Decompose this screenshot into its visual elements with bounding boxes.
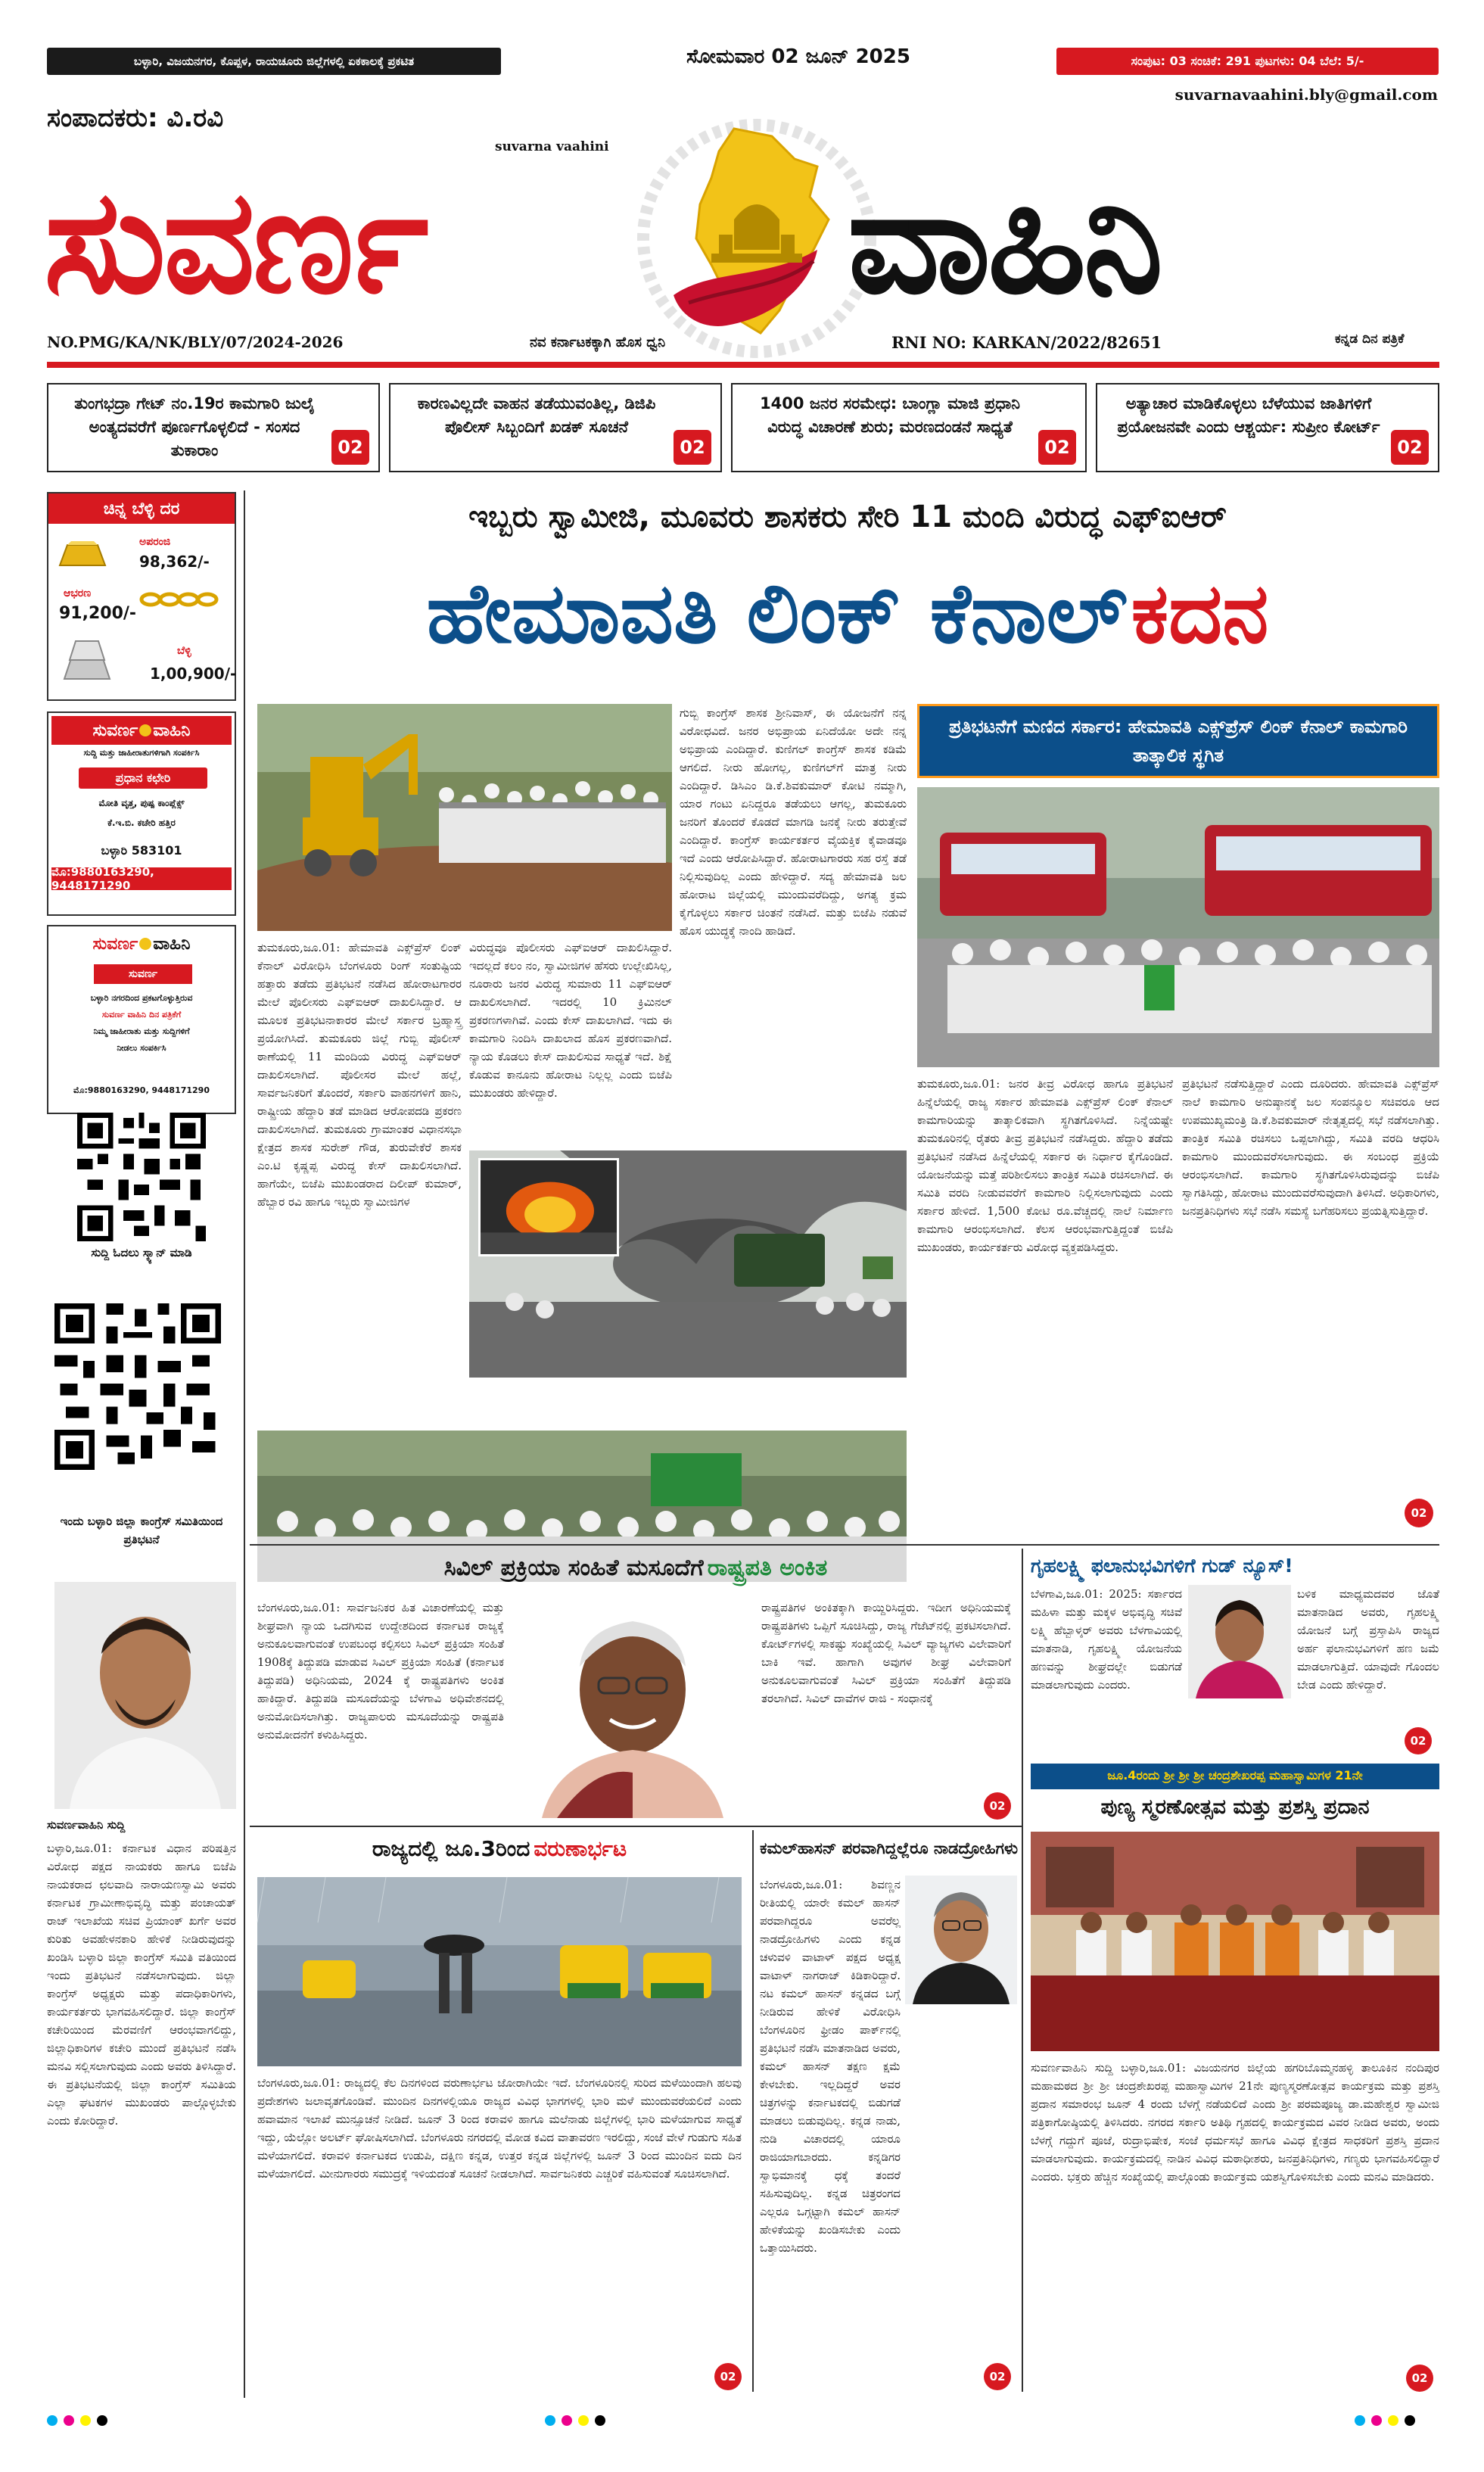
masthead-rule [47, 362, 1439, 368]
masthead-name-right: ವಾಹಿನಿ [848, 158, 1161, 325]
advert-tagline: ಸುದ್ದಿ ಮತ್ತು ಜಾಹೀರಾತುಗಳಿಗಾಗಿ ಸಂಪರ್ಕಿಸಿ [83, 748, 200, 758]
protest-headline-box [917, 704, 1439, 778]
teaser-1-text: ತುಂಗಭದ್ರಾ ಗೇಟ್ ನಂ.19ರ ಕಾಮಗಾರಿ ಜುಲೈ ಅಂತ್ಯದವರೆಗೆ ಪೂರ್ಣಗೊಳ್ಳಲಿದೆ - ಸಂಸದ ತುಕಾರಾಂ [74, 394, 315, 459]
president-headline-main: ಸಿವಿಲ್ ಪ್ರಕ್ರಿಯಾ ಸಂಹಿತೆ ಮಸೂದೆಗೆ [443, 1555, 704, 1581]
gold-label-1: ಅಪರಂಜಿ [139, 536, 171, 548]
teaser-1[interactable] [47, 383, 380, 472]
advert-invite-box [47, 925, 236, 1114]
kamal-body: ಬೆಂಗಳೂರು,ಜೂ.01: ಶಿವಣ್ಣನ ರೀತಿಯಲ್ಲಿ ಯಾರೇ ಕಮಲ್ ಹಾಸನ್ ಪರವಾಗಿದ್ದರೂ ಅವರೆಲ್ಲ ನಾಡದ್ರೋಹಿಗಳು ಎಂದು ಕನ್ನಡ ಚಳುವಳಿ ವಾಟಾಳ್ ಪಕ್ಷದ ಅಧ್ಯಕ್ಷ ವಾಟಾಳ್ ನಾಗರಾಜ್ ಕಿಡಿಕಾರಿದ್ದಾರೆ. ನಟ ಕಮಲ್ ಹಾಸನ್ ಕನ್ನಡದ ಬಗ್ಗೆ ನೀಡಿರುವ ಹೇಳಿಕೆ ವಿರೋಧಿಸಿ ಬೆಂಗಳೂರಿನ ಫ್ರೀಡಂ ಪಾರ್ಕ್‌ನಲ್ಲಿ ಪ್ರತಿಭಟನೆ ನಡೆಸಿ ಮಾತನಾಡಿದ ಅವರು, ಕಮಲ್ ಹಾಸನ್ ತಕ್ಷಣ ಕ್ಷಮೆ ಕೇಳಬೇಕು. ಇಲ್ಲದಿದ್ದರೆ ಅವರ ಚಿತ್ರಗಳನ್ನು ಕರ್ನಾಟಕದಲ್ಲಿ ಬಿಡುಗಡೆ ಮಾಡಲು ಬಿಡುವುದಿಲ್ಲ. ಕನ್ನಡ ನಾಡು, ನುಡಿ ವಿಚಾರದಲ್ಲಿ ಯಾರೂ ರಾಜಿಯಾಗಬಾರದು. ಕನ್ನಡಿಗರ ಸ್ವಾಭಿಮಾನಕ್ಕೆ ಧಕ್ಕೆ ತಂದರೆ ಸಹಿಸುವುದಿಲ್ಲ. ಕನ್ನಡ ಚಿತ್ರರಂಗದ ಎಲ್ಲರೂ ಒಗ್ಗಟ್ಟಾಗಿ ಕಮಲ್ ಹಾಸನ್ ಹೇಳಿಕೆಯನ್ನು ಖಂಡಿಸಬೇಕು ಎಂದು ಒತ್ತಾಯಿಸಿದರು. [760, 1878, 901, 2255]
teaser-2[interactable] [389, 383, 722, 472]
rain-headline [257, 1836, 742, 1871]
section-rule-2 [250, 1826, 1022, 1827]
advert-city: ಬಳ್ಳಾರಿ 583101 [101, 843, 182, 858]
president-continued-badge: 02 [984, 1792, 1011, 1820]
teaser-4-text: ಅತ್ಯಾಚಾರ ಮಾಡಿಕೊಳ್ಳಲು ಬೆಳೆಯುವ ಜಾತಿಗಳಿಗೆ ಪ್ರಯೋಜನವೇ ಎಂದು ಆಶ್ಚರ್ಯ: ಸುಪ್ರೀಂ ಕೋರ್ಟ್ [1117, 394, 1380, 436]
print-registration-marks-left [47, 2414, 114, 2429]
gold-price-1: 98,362/- [139, 553, 210, 571]
qr-code-video[interactable] [54, 1303, 229, 1477]
kamal-photo [905, 1876, 1017, 2004]
advert-brand-left: ಸುವರ್ಣ [92, 721, 138, 740]
gold-rate-title: ಚಿನ್ನ ಬೆಳ್ಳಿ ದರ [48, 493, 235, 524]
teaser-4-page: 02 [1391, 430, 1429, 465]
advert-invite-emblem [139, 938, 151, 950]
silver-label: ಬೆಳ್ಳಿ [177, 645, 191, 657]
issue-info-text: ಸಂಪುಟ: 03 ಸಂಚಿಕೆ: 291 ಪುಟಗಳು: 04 ಬೆಲೆ: 5/- [1131, 54, 1364, 68]
rain-headline-accent: ವರುಣಾರ್ಭಟ [534, 1836, 627, 1861]
print-registration-marks-right [1355, 2414, 1421, 2429]
advert-phone: ಮೊ:9880163290, 9448171290 [51, 867, 232, 890]
gruha-body-col-1: ಬೆಳಗಾವಿ,ಜೂ.01: 2025: ಸರ್ಕಾರದ ಮಹಿಳಾ ಮತ್ತು ಮಕ್ಕಳ ಅಭಿವೃದ್ಧಿ ಸಚಿವೆ ಲಕ್ಷ್ಮಿ ಹೆಬ್ಬಾಳ್ಕರ್ ಅವರು ಬೆಳಗಾವಿಯಲ್ಲಿ ಮಾತನಾಡಿ, ಗೃಹಲಕ್ಷ್ಮಿ ಯೋಜನೆಯ ಹಣವನ್ನು ಶೀಘ್ರದಲ್ಲೇ ಬಿಡುಗಡೆ ಮಾಡಲಾಗುವುದು ಎಂದರು. [1031, 1587, 1182, 1692]
president-body-col-1: ಬೆಂಗಳೂರು,ಜೂ.01: ಸಾರ್ವಜನಿಕರ ಹಿತ ವಿಚಾರಣೆಯಲ್ಲಿ ಮತ್ತು ಶೀಘ್ರವಾಗಿ ನ್ಯಾಯ ಒದಗಿಸುವ ಉದ್ದೇಶದಿಂದ ಕರ್ನಾಟಕ ರಾಜ್ಯಕ್ಕೆ ಅನುಕೂಲವಾಗುವಂತೆ ಉಪಬಂಧ ಕಲ್ಪಿಸಲು ಸಿವಿಲ್ ಪ್ರಕ್ರಿಯಾ ಸಂಹಿತೆ 1908ಕ್ಕೆ ತಿದ್ದುಪಡಿ ಮಾಡುವ ಸಿವಿಲ್ ಪ್ರಕ್ರಿಯಾ ಸಂಹಿತೆ (ಕರ್ನಾಟಕ ತಿದ್ದುಪಡಿ) ಅಧಿನಿಯಮ, 2024 ಕ್ಕೆ ರಾಷ್ಟ್ರಪತಿಗಳು ಅಂಕಿತ ಹಾಕಿದ್ದಾರೆ. ತಿದ್ದುಪಡಿ ಮಸೂದೆಯನ್ನು ಬೆಳಗಾವಿ ಅಧಿವೇಶನದಲ್ಲಿ ಅನುಮೋದಿಸಲಾಗಿತ್ತು. ರಾಜ್ಯಪಾಲರು ಮಸೂದೆಯನ್ನು ರಾಷ್ಟ್ರಪತಿ ಅನುಮೋದನೆಗೆ ಕಳುಹಿಸಿದ್ದರು. [257, 1601, 504, 1742]
protest-body-col-2: ಪ್ರತಿಭಟನೆ ನಡೆಸುತ್ತಿದ್ದಾರೆ ಎಂದು ದೂರಿದರು. ಹೇಮಾವತಿ ಎಕ್ಸ್‌ಪ್ರೆಸ್ ನಾಲೆ ಕಾಮಗಾರಿ ಅನುಷ್ಠಾನಕ್ಕೆ ಜಲ ಸಂಪನ್ಮೂಲ ಸಚಿವರೂ ಆದ ಉಪಮುಖ್ಯಮಂತ್ರಿ ಡಿ.ಕೆ.ಶಿವಕುಮಾರ್ ನೇತೃತ್ವದಲ್ಲಿ ಸಭೆ ನಡೆಸಲಾಗಿತ್ತು. ತಾಂತ್ರಿಕ ಸಮಿತಿ ರಚಿಸಲು ಒಪ್ಪಲಾಗಿದ್ದು, ಸಮಿತಿ ವರದಿ ಆಧರಿಸಿ ಕಾಮಗಾರಿ ಮುಂದುವರೆಸಲಾಗುವುದು. ಈ ಸಂಬಂಧ ಪ್ರಕ್ರಿಯೆ ಆರಂಭಿಸಲಾಗಿದೆ. ಕಾಮಗಾರಿ ಸ್ಥಗಿತಗೊಳಿಸಿರುವುದನ್ನು ಬಿಜೆಪಿ ಸ್ವಾಗತಿಸಿದ್ದು, ಹೋರಾಟ ಮುಂದುವರೆಸುವುದಾಗಿ ತಿಳಿಸಿದೆ. ಅಧಿಕಾರಿಗಳು, ಜನಪ್ರತಿನಿಧಿಗಳು ಸಭೆ ನಡೆಸಿ ಸಮಸ್ಯೆ ಬಗೆಹರಿಸಲು ಪ್ರಯತ್ನಿಸುತ್ತಿದ್ದಾರೆ. [1182, 1077, 1439, 1218]
advert-invite-phone: ಮೊ:9880163290, 9448171290 [73, 1085, 210, 1095]
anniversary-headline: ಪುಣ್ಯ ಸ್ಮರಣೋತ್ಸವ ಮತ್ತು ಪ್ರಶಸ್ತಿ ಪ್ರದಾನ [1100, 1795, 1370, 1819]
qr-video-caption: ಇಂದು ಬಳ್ಳಾರಿ ಜಿಲ್ಲಾ ಕಾಂಗ್ರೆಸ್ ಸಮಿತಿಯಿಂದ ಪ್ರತಿಭಟನೆ [60, 1515, 223, 1546]
advert-invite-brand [51, 929, 232, 958]
anniversary-kicker: ಜೂ.4ರಂದು ಶ್ರೀ ಶ್ರೀ ಶ್ರೀ ಚಂದ್ರಶೇಖರಪ್ಪ ಮಹಾಸ್ವಾಮಿಗಳ 21ನೇ [1107, 1768, 1363, 1782]
publication-band-text: ಬಳ್ಳಾರಿ, ವಿಜಯನಗರ, ಕೊಪ್ಪಳ, ರಾಯಚೂರು ಜಿಲ್ಲೆಗಳಲ್ಲಿ ಏಕಕಾಲಕ್ಕೆ ಪ್ರಕಟಿತ [133, 54, 415, 68]
congress-story-byline: ಸುವರ್ಣವಾಹಿನಿ ಸುದ್ದಿ [47, 1818, 126, 1832]
advert-contact-box [47, 711, 236, 916]
masthead-name-left: ಸುವರ್ಣ [44, 158, 426, 325]
minister-photo [1188, 1585, 1291, 1698]
gold-label-2: ಆಭರಣ [64, 587, 92, 599]
qr-news-caption: ಸುದ್ದಿ ಓದಲು ಸ್ಕ್ಯಾನ್ ಮಾಡಿ [91, 1246, 192, 1259]
advert-invite-label: ಸುವರ್ಣ [94, 964, 192, 984]
teaser-3-text: 1400 ಜನರ ಸರಮೇಧ: ಬಾಂಗ್ಲಾ ಮಾಜಿ ಪ್ರಧಾನಿ ವಿರುದ್ಧ ವಿಚಾರಣೆ ಶುರು; ಮರಣದಂಡನೆ ಸಾಧ್ಯತೆ [760, 394, 1020, 436]
lead-photo-inset-fire [478, 1158, 619, 1256]
congress-leader-photo [54, 1582, 236, 1809]
advert-invite-line-3: ನಿಮ್ಮ ಜಾಹೀರಾತು ಮತ್ತು ಸುದ್ದಿಗಳಿಗೆ [93, 1026, 190, 1036]
kamal-body-continued [760, 2010, 1017, 2389]
rain-continued-badge: 02 [714, 2363, 742, 2390]
column-divider-kamal [752, 1830, 754, 2392]
contact-email[interactable]: suvarnavaahini.bly@gmail.com [1174, 86, 1438, 104]
advert-brand [51, 716, 232, 745]
gold-price-2: 91,200/- [59, 604, 137, 623]
anniversary-body: ಸುವರ್ಣವಾಹಿನಿ ಸುದ್ದಿ ಬಳ್ಳಾರಿ,ಜೂ.01: ವಿಜಯನಗರ ಜಿಲ್ಲೆಯ ಹಗರಿಬೊಮ್ಮನಹಳ್ಳಿ ತಾಲೂಕಿನ ನಂದಿಪುರ ಮಹಾಮಠದ ಶ್ರೀ ಶ್ರೀ ಚಂದ್ರಶೇಖರಪ್ಪ ಮಹಾಸ್ವಾಮಿಗಳ 21ನೇ ಪುಣ್ಯಸ್ಮರಣೋತ್ಸವ ಕಾರ್ಯಕ್ರಮ ಮತ್ತು ಪ್ರಶಸ್ತಿ ಪ್ರದಾನ ಸಮಾರಂಭ ಜೂನ್ 4 ರಂದು ಬೆಳಗ್ಗೆ ನಡೆಯಲಿದೆ ಎಂದು ಶ್ರೀ ಪರಮಪೂಜ್ಯ ಡಾ.ಮಹೇಶ್ವರ ಸ್ವಾಮೀಜಿ ಪತ್ರಿಕಾಗೋಷ್ಠಿಯಲ್ಲಿ ತಿಳಿಸಿದರು. ನಗರದ ಸರ್ಕಾರಿ ಅತಿಥಿ ಗೃಹದಲ್ಲಿ ಕಾರ್ಯಕ್ರಮದ ವಿವರ ನೀಡಿದ ಅವರು, ಅಂದು ಬೆಳಗ್ಗೆ ಗದ್ದುಗೆ ಪೂಜೆ, ರುದ್ರಾಭಿಷೇಕ, ಸಂಜೆ ಧರ್ಮಸಭೆ ಹಾಗೂ ವಿವಿಧ ಕ್ಷೇತ್ರದ ಸಾಧಕರಿಗೆ ಪ್ರಶಸ್ತಿ ಪ್ರದಾನ ಮಾಡಲಾಗುವುದು. ಕಾರ್ಯಕ್ರಮದಲ್ಲಿ ನಾಡಿನ ವಿವಿಧ ಮಠಾಧೀಶರು, ಜನಪ್ರತಿನಿಧಿಗಳು, ಗಣ್ಯರು ಭಾಗವಹಿಸಲಿದ್ದಾರೆ ಎಂದರು. ಭಕ್ತರು ಹೆಚ್ಚಿನ ಸಂಖ್ಯೆಯಲ್ಲಿ ಪಾಲ್ಗೊಂಡು ಕಾರ್ಯಕ್ರಮ ಯಶಸ್ವಿಗೊಳಿಸಬೇಕು ಎಂದು ಮನವಿ ಮಾಡಿದರು. [1031, 2061, 1439, 2184]
registration-number: NO.PMG/KA/NK/BLY/07/2024-2026 [47, 333, 344, 351]
president-body-col-2: ರಾಷ್ಟ್ರಪತಿಗಳ ಅಂಕಿತಕ್ಕಾಗಿ ಕಾಯ್ದಿರಿಸಿದ್ದರು. ಇದೀಗ ಅಧಿನಿಯಮಕ್ಕೆ ರಾಷ್ಟ್ರಪತಿಗಳು ಒಪ್ಪಿಗೆ ಸೂಚಿಸಿದ್ದು, ರಾಜ್ಯ ಗೆಜೆಟ್‌ನಲ್ಲಿ ಪ್ರಕಟಿಸಲಾಗಿದೆ. ಕೋರ್ಟ್‌ಗಳಲ್ಲಿ ಸಾಕಷ್ಟು ಸಂಖ್ಯೆಯಲ್ಲಿ ಸಿವಿಲ್ ವ್ಯಾಜ್ಯಗಳು ವಿಲೇವಾರಿಗೆ ಬಾಕಿ ಇವೆ. ಹಾಗಾಗಿ ಅವುಗಳ ಶೀಘ್ರ ವಿಲೇವಾರಿಗೆ ಅನುಕೂಲವಾಗುವಂತೆ ಸಿವಿಲ್ ಪ್ರಕ್ರಿಯಾ ಸಂಹಿತೆಗೆ ತಿದ್ದುಪಡಿ ತರಲಾಗಿದೆ. ಸಿವಿಲ್ ದಾವೆಗಳ ರಾಜಿ - ಸಂಧಾನಕ್ಕೆ [761, 1601, 1011, 1705]
daily-label: ಕನ್ನಡ ದಿನ ಪತ್ರಿಕೆ [1335, 332, 1405, 347]
gold-chain-icon [139, 584, 230, 615]
anniversary-continued-badge: 02 [1406, 2365, 1433, 2392]
issue-date: ಸೋಮವಾರ 02 ಜೂನ್ 2025 [686, 45, 910, 68]
column-divider-mid [1022, 1549, 1023, 2392]
advert-office-label: ಪ್ರಧಾನ ಕಛೇರಿ [79, 767, 207, 789]
teaser-2-page: 02 [674, 430, 711, 465]
teaser-3[interactable] [731, 383, 1087, 472]
lead-body-col-1: ತುಮಕೂರು,ಜೂ.01: ಹೇಮಾವತಿ ಎಕ್ಸ್‌ಪ್ರೆಸ್ ಲಿಂಕ್ ಕೆನಾಲ್ ವಿರೋಧಿಸಿ ಬೆಂಗಳೂರು ರಿಂಗ್ ಸಂತುಷ್ಟಿಯ ಹತ್ತಾರು ತಡೆದು ಪ್ರತಿಭಟನೆ ನಡೆಸಿದ ಹೋರಾಟಗಾರರ ಮೇಲೆ ಪೊಲೀಸರು ಎಫ್‌ಐಆರ್ ದಾಖಲಿಸಿದ್ದಾರೆ. ಆ ಮೂಲಕ ಪ್ರತಿಭಟನಾಕಾರರ ಮೇಲೆ ಸರ್ಕಾರ ಬ್ರಹ್ಮಾಸ್ತ್ರ ಪ್ರಯೋಗಿಸಿದೆ. ತುಮಕೂರು ಜಿಲ್ಲೆ ಗುಬ್ಬಿ ಪೊಲೀಸ್ ಠಾಣೆಯಲ್ಲಿ 11 ಮಂದಿಯ ವಿರುದ್ಧ ಎಫ್‌ಐಆರ್ ದಾಖಲಿಸಲಾಗಿದೆ. ಪೊಲೀಸರ ಮೇಲೆ ಹಲ್ಲೆ, ಸಾರ್ವಜನಿಕರಿಗೆ ತೊಂದರೆ, ಸರ್ಕಾರಿ ವಾಹನಗಳಿಗೆ ಹಾನಿ, ರಾಷ್ಟ್ರೀಯ ಹೆದ್ದಾರಿ ತಡೆ ಮಾಡಿದ ಆರೋಪದಡಿ ಪ್ರಕರಣ ದಾಖಲಿಸಲಾಗಿದೆ. ತುಮಕೂರು ಗ್ರಾಮಾಂತರ ವಿಧಾನಸಭಾ ಕ್ಷೇತ್ರದ ಶಾಸಕ ಸುರೇಶ್ ಗೌಡ, ತುರುವೇಕೆರೆ ಶಾಸಕ ಎಂ.ಟಿ ಕೃಷ್ಣಪ್ಪ ವಿರುದ್ಧ ಕೇಸ್ ದಾಖಲಿಸಲಾಗಿದೆ. ಹಾಗೆಯೇ, ಬಿಜೆಪಿ ಮುಖಂಡರಾದ ದಿಲೀಪ್ ಕುಮಾರ್, ಹೆಬ್ಬಾರ ರವಿ ಹಾಗೂ ಇಬ್ಬರು ಸ್ವಾಮೀಜಿಗಳ [257, 941, 462, 1209]
rni-number: RNI NO: KARKAN/2022/82651 [891, 333, 1162, 352]
teaser-4[interactable] [1096, 383, 1439, 472]
anniversary-kicker-bar [1031, 1764, 1439, 1789]
qr-code-news[interactable] [54, 1113, 229, 1241]
lead-headline-accent: ಕದನ [1131, 565, 1269, 662]
rain-body: ಬೆಂಗಳೂರು,ಜೂ.01: ರಾಜ್ಯದಲ್ಲಿ ಕೆಲ ದಿನಗಳಿಂದ ವರುಣಾರ್ಭಟ ಜೋರಾಗಿಯೇ ಇದೆ. ಬೆಂಗಳೂರಿನಲ್ಲಿ ಸುರಿದ ಮಳೆಯಿಂದಾಗಿ ಹಲವು ಪ್ರದೇಶಗಳು ಜಲಾವೃತಗೊಂಡಿವೆ. ಮುಂದಿನ ದಿನಗಳಲ್ಲಿಯೂ ರಾಜ್ಯದ ವಿವಿಧ ಭಾಗಗಳಲ್ಲಿ ಭಾರಿ ಮಳೆ ಮುಂದುವರೆಯಲಿದೆ ಎಂದು ಹವಾಮಾನ ಇಲಾಖೆ ಮುನ್ಸೂಚನೆ ನೀಡಿದೆ. ಜೂನ್ 3 ರಿಂದ ಕರಾವಳಿ ಹಾಗೂ ಮಲೆನಾಡು ಜಿಲ್ಲೆಗಳಲ್ಲಿ ಭಾರಿ ಮಳೆಯಾಗುವ ಸಾಧ್ಯತೆ ಇದ್ದು, ಯೆಲ್ಲೋ ಅಲರ್ಟ್ ಘೋಷಿಸಲಾಗಿದೆ. ಬೆಂಗಳೂರು ನಗರದಲ್ಲಿ ಮೋಡ ಕವಿದ ವಾತಾವರಣ ಇರಲಿದ್ದು, ಸಂಜೆ ವೇಳೆ ಗುಡುಗು ಸಹಿತ ಮಳೆಯಾಗಲಿದೆ. ಕರಾವಳಿ ಕರ್ನಾಟಕದ ಉಡುಪಿ, ದಕ್ಷಿಣ ಕನ್ನಡ, ಉತ್ತರ ಕನ್ನಡ ಜಿಲ್ಲೆಗಳಲ್ಲಿ ಜೂನ್ 3 ರಿಂದ ಮುಂದಿನ ಐದು ದಿನ ಮಳೆಯಾಗಲಿದೆ. ಮೀನುಗಾರರು ಸಮುದ್ರಕ್ಕೆ ಇಳಿಯದಂತೆ ಸೂಚನೆ ನೀಡಲಾಗಿದೆ. ಸಾರ್ವಜನಿಕರು ಎಚ್ಚರಿಕೆ ವಹಿಸುವಂತೆ ಸೂಚಿಸಲಾಗಿದೆ. [257, 2076, 742, 2181]
teaser-1-page: 02 [331, 430, 369, 465]
print-registration-marks-mid [545, 2414, 611, 2429]
advert-invite-brand-left: ಸುವರ್ಣ [92, 934, 138, 954]
lead-photo-excavator [257, 704, 672, 931]
kamal-headline: ಕಮಲ್‌ಹಾಸನ್ ಪರವಾಗಿದ್ದಲ್ಲೆರೂ ನಾಡದ್ರೋಹಿಗಳು [760, 1839, 1019, 1857]
rain-photo [257, 1877, 742, 2066]
advert-address-2: ಕೆ.ಇ.ಬಿ. ಕಚೇರಿ ಹತ್ತಿರ [107, 817, 176, 828]
section-rule-1 [250, 1544, 1439, 1546]
lead-kicker: ಇಬ್ಬರು ಸ್ವಾಮೀಜಿ, ಮೂವರು ಶಾಸಕರು ಸೇರಿ 11 ಮಂದಿ ವಿರುದ್ಧ ಎಫ್‌ಐಆರ್ [468, 500, 1227, 534]
silver-bar-icon [61, 637, 114, 683]
gold-rate-box [47, 492, 236, 701]
publication-band [47, 48, 501, 75]
protest-continued-badge: 02 [1405, 1499, 1433, 1527]
gold-bar-icon [56, 539, 109, 569]
anniversary-photo [1031, 1832, 1439, 2051]
advert-invite-line-1: ಬಳ್ಳಾರಿ ನಗರದಿಂದ ಪ್ರಕಟಗೊಳ್ಳುತ್ತಿರುವ [90, 993, 193, 1003]
masthead-tagline: ನವ ಕರ್ನಾಟಕಕ್ಕಾಗಿ ಹೊಸ ಧ್ವನಿ [530, 335, 666, 350]
protest-photo-buses [917, 787, 1439, 1067]
advert-invite-line-2: ಸುವರ್ಣ ವಾಹಿನಿ ದಿನ ಪತ್ರಿಕೆಗೆ [101, 1010, 182, 1020]
advert-invite-line-4: ನೀಡಲು ಸಂಪರ್ಕಿಸಿ [117, 1043, 166, 1053]
left-column-divider [244, 490, 245, 2398]
gruha-continued-badge: 02 [1405, 1727, 1432, 1754]
congress-story-body: ಬಳ್ಳಾರಿ,ಜೂ.01: ಕರ್ನಾಟಕ ವಿಧಾನ ಪರಿಷತ್ತಿನ ವಿರೋಧ ಪಕ್ಷದ ನಾಯಕರು ಹಾಗೂ ಬಿಜೆಪಿ ನಾಯಕರಾದ ಛಲವಾದಿ ನಾರಾಯಣಸ್ವಾಮಿ ಅವರು ಕರ್ನಾಟಕ ಗ್ರಾಮೀಣಾಭಿವೃದ್ಧಿ ಮತ್ತು ಪಂಚಾಯತ್ ರಾಜ್ ಇಲಾಖೆಯ ಸಚಿವ ಪ್ರಿಯಾಂಕ್ ಖರ್ಗೆ ಅವರ ಕುರಿತು ಅವಹೇಳನಕಾರಿ ಹೇಳಿಕೆ ನೀಡಿರುವುದನ್ನು ಖಂಡಿಸಿ ಬಳ್ಳಾರಿ ಜಿಲ್ಲಾ ಕಾಂಗ್ರೆಸ್ ಸಮಿತಿ ವತಿಯಿಂದ ಇಂದು ಪ್ರತಿಭಟನೆ ನಡೆಸಲಾಗುವುದು. ಜಿಲ್ಲಾ ಕಾಂಗ್ರೆಸ್ ಅಧ್ಯಕ್ಷರು ಮತ್ತು ಪದಾಧಿಕಾರಿಗಳು, ಕಾರ್ಯಕರ್ತರು ಭಾಗವಹಿಸಲಿದ್ದಾರೆ. ಜಿಲ್ಲಾ ಕಾಂಗ್ರೆಸ್ ಕಚೇರಿಯಿಂದ ಮೆರವಣಿಗೆ ಆರಂಭವಾಗಲಿದ್ದು, ಜಿಲ್ಲಾಧಿಕಾರಿಗಳ ಕಚೇರಿ ಮುಂದೆ ಪ್ರತಿಭಟನೆ ನಡೆಸಿ ಮನವಿ ಸಲ್ಲಿಸಲಾಗುವುದು ಎಂದು ಅವರು ತಿಳಿಸಿದ್ದಾರೆ. ಈ ಪ್ರತಿಭಟನೆಯಲ್ಲಿ ಜಿಲ್ಲಾ ಕಾಂಗ್ರೆಸ್ ಸಮಿತಿಯ ಎಲ್ಲಾ ಘಟಕಗಳ ಮುಖಂಡರು ಪಾಲ್ಗೊಳ್ಳಬೇಕು ಎಂದು ಕೋರಿದ್ದಾರೆ. [47, 1842, 236, 2128]
advert-invite-brand-right: ವಾಹಿನಿ [153, 934, 191, 954]
teaser-2-text: ಕಾರಣವಿಲ್ಲದೇ ವಾಹನ ತಡೆಯುವಂತಿಲ್ಲ, ಡಿಜಿಪಿ ಪೊಲೀಸ್ ಸಿಬ್ಬಂದಿಗೆ ಖಡಕ್ ಸೂಚನೆ [417, 394, 656, 436]
advert-address-1: ಮೋತಿ ವೃತ್ತ, ಪುಷ್ಪ ಕಾಂಪ್ಲೆಕ್ಸ್ [98, 798, 185, 808]
teaser-3-page: 02 [1038, 430, 1076, 465]
silver-price: 1,00,900/- [150, 665, 237, 683]
protest-headline: ಪ್ರತಿಭಟನೆಗೆ ಮಣಿದ ಸರ್ಕಾರ: ಹೇಮಾವತಿ ಎಕ್ಸ್‌ಪ್ರೆಸ್ ಲಿಂಕ್ ಕೆನಾಲ್ ಕಾಮಗಾರಿ ತಾತ್ಕಾಲಿಕ ಸ್ಥಗಿತ [949, 716, 1408, 766]
lead-headline-main: ಹೇಮಾವತಿ ಲಿಂಕ್ ಕೆನಾಲ್ [426, 565, 1128, 662]
advert-brand-emblem [139, 724, 151, 736]
brand-small: suvarna vaahini [495, 139, 609, 154]
president-headline-accent: ರಾಷ್ಟ್ರಪತಿ ಅಂಕಿತ [707, 1555, 828, 1581]
kamal-continued-badge: 02 [984, 2363, 1011, 2390]
gruha-body-col-2: ಬಳಿಕ ಮಾಧ್ಯಮದವರ ಜೊತೆ ಮಾತನಾಡಿದ ಅವರು, ಗೃಹಲಕ್ಷ್ಮಿ ಯೋಜನೆ ಬಗ್ಗೆ ಪ್ರಸ್ತಾಪಿಸಿ ರಾಜ್ಯದ ಅರ್ಹ ಫಲಾನುಭವಿಗಳಿಗೆ ಹಣ ಜಮೆ ಮಾಡಲಾಗುತ್ತಿದೆ. ಯಾವುದೇ ಗೊಂದಲ ಬೇಡ ಎಂದು ಹೇಳಿದ್ದಾರೆ. [1297, 1587, 1439, 1692]
lead-headline [250, 560, 1445, 666]
lead-body-col-2: ವಿರುದ್ಧವೂ ಪೊಲೀಸರು ಎಫ್‌ಐಆರ್ ದಾಖಲಿಸಿದ್ದಾರೆ. ಇದಲ್ಲದೆ ಕಲಂ ನಂ, ಸ್ವಾಮೀಜಿಗಳ ಹೆಸರು ಉಲ್ಲೇಖಿಸಿಲ್ಲ, ನೂರಾರು ಜನರ ವಿರುದ್ಧ ಸುಮಾರು 11 ಎಫ್‌ಐಆರ್ ದಾಖಲಿಸಲಾಗಿದೆ. ಇದರಲ್ಲಿ 10 ಕ್ರಿಮಿನಲ್ ಪ್ರಕರಣಗಳಾಗಿವೆ. ಎಂದು ಕೇಸ್ ದಾಖಲಾಗಿದೆ. ಇದು ಈ ಕಾಮಗಾರಿ ನಿಂದಿಸಿ ದಾಖಲಾದ ಹೊಸ ಪ್ರಕರಣವಾಗಿದೆ. ನ್ಯಾಯ ಕೊಡಲು ಕೇಸ್ ದಾಖಲಿಸುವ ಸಾಧ್ಯತೆ ಇದೆ. ಶಿಕ್ಷೆ ಕೊಡುವ ಕಾನೂನು ಹೋರಾಟ ನಿಲ್ಲಲ್ಲ ಎಂದು ಬಿಜೆಪಿ ಮುಖಂಡರು ಹೇಳಿದ್ದಾರೆ. [469, 941, 672, 1100]
editor-name: ಸಂಪಾದಕರು: ವಿ.ರವಿ [47, 103, 224, 133]
protest-body-col-1: ತುಮಕೂರು,ಜೂ.01: ಜನರ ತೀವ್ರ ವಿರೋಧ ಹಾಗೂ ಪ್ರತಿಭಟನೆ ಹಿನ್ನೆಲೆಯಲ್ಲಿ ರಾಜ್ಯ ಸರ್ಕಾರ ಹೇಮಾವತಿ ಎಕ್ಸ್‌ಪ್ರೆಸ್ ಲಿಂಕ್ ಕೆನಾಲ್ ಕಾಮಗಾರಿಯನ್ನು ತಾತ್ಕಾಲಿಕವಾಗಿ ಸ್ಥಗಿತಗೊಳಿಸಿದೆ. ನಿನ್ನೆಯಷ್ಟೇ ತುಮಕೂರಿನಲ್ಲಿ ರೈತರು ತೀವ್ರ ಪ್ರತಿಭಟನೆ ನಡೆಸಿದ್ದರು. ಹೆದ್ದಾರಿ ತಡೆದು ಪ್ರತಿಭಟನೆ ನಡೆಸಿದ ಹಿನ್ನೆಲೆಯಲ್ಲಿ ಸರ್ಕಾರ ಈ ನಿರ್ಧಾರ ಕೈಗೊಂಡಿದೆ. ಯೋಜನೆಯನ್ನು ಮತ್ತೆ ಪರಿಶೀಲಿಸಲು ತಾಂತ್ರಿಕ ಸಮಿತಿ ರಚಿಸಲಾಗಿದೆ. ಈ ಸಮಿತಿ ವರದಿ ನೀಡುವವರೆಗೆ ಕಾಮಗಾರಿ ನಿಲ್ಲಿಸಲಾಗುವುದು ಎಂದು ಸರ್ಕಾರ ಹೇಳಿದೆ. 1,500 ಕೋಟಿ ರೂ.ವೆಚ್ಚದಲ್ಲಿ ನಾಲೆ ನಿರ್ಮಾಣ ಕಾಮಗಾರಿ ಆರಂಭಿಸಲಾಗಿದೆ. ಕೆಲಸ ಆರಂಭವಾಗುತ್ತಿದ್ದಂತೆ ಬಿಜೆಪಿ ಮುಖಂಡರು, ಕಾರ್ಯಕರ್ತರು ವಿರೋಧ ವ್ಯಕ್ತಪಡಿಸಿದ್ದರು. [917, 1077, 1173, 1254]
gruha-headline: ಗೃಹಲಕ್ಷ್ಮಿ ಫಲಾನುಭವಿಗಳಿಗೆ ಗುಡ್ ನ್ಯೂಸ್! [1031, 1555, 1293, 1577]
president-photo [512, 1599, 754, 1818]
rain-headline-main: ರಾಜ್ಯದಲ್ಲಿ ಜೂ.3ರಿಂದ [372, 1836, 530, 1861]
advert-brand-right: ವಾಹಿನಿ [153, 721, 191, 740]
lead-body-col-3: ಗುಬ್ಬಿ ಕಾಂಗ್ರೆಸ್ ಶಾಸಕ ಶ್ರೀನಿವಾಸ್, ಈ ಯೋಜನೆಗೆ ನನ್ನ ವಿರೋಧವಿದೆ. ಜನರ ಅಭಿಪ್ರಾಯ ಏನಿದೆಯೋ ಅದೇ ನನ್ನ ಅಭಿಪ್ರಾಯ ಎಂದಿದ್ದಾರೆ. ಕುಣಿಗಲ್ ಕಾಂಗ್ರೆಸ್ ಶಾಸಕ ಕಡಿಮೆ ಆಗಲಿದೆ. ನೀರು ಹೋಗಲ್ಲ, ಕುಣಿಗಲ್‌ಗೆ ಮಾತ್ರ ನೀರು ಎಂದಿದ್ದಾರೆ. ಡಿಸಿಎಂ ಡಿ.ಕೆ.ಶಿವಕುಮಾರ್ ಕೋಟಿ ನಮ್ಮಾಗಿ, ಯಾರ ಗಂಟು ಏನಿದ್ದರೂ ತಡೆಯಲು ಆಗಲ್ಲ, ತುಮಕೂರು ಜನರಿಗೆ ತೊಂದರೆ ಕೊಡದೆ ಮಾಗಡಿ ಜನಕ್ಕೆ ನೀರು ತರುತ್ತೇವೆ ಎಂದಿದ್ದಾರೆ. ಕಾಂಗ್ರೆಸ್ ಕಾರ್ಯಕರ್ತರ ವೈಯಕ್ತಿಕ ಕೈವಾಡವೂ ಇದೆ ಎಂದು ಆರೋಪಿಸಿದ್ದಾರೆ. ಹೋರಾಟಗಾರರು ಸಹ ರಸ್ತೆ ತಡೆ ನಿಲ್ಲಿಸುವುದಿಲ್ಲ ಎಂದು ಹೇಳಿದ್ದಾರೆ. ಸದ್ಯ ಹೇಮಾವತಿ ಜಲ ಹೋರಾಟ ಜಿಲ್ಲೆಯಲ್ಲಿ ಮುಂದುವರೆದಿದ್ದು, ಅಗತ್ಯ ಕ್ರಮ ಕೈಗೊಳ್ಳಲು ಸರ್ಕಾರ ಚಿಂತನೆ ನಡೆಸಿದೆ. ಮತ್ತು ಬಿಜೆಪಿ ನಡುವೆ ಹೊಸ ಯುದ್ಧಕ್ಕೆ ನಾಂದಿ ಹಾಡಿದೆ. [680, 706, 907, 938]
president-headline [257, 1555, 1014, 1592]
issue-info-band [1056, 48, 1439, 75]
